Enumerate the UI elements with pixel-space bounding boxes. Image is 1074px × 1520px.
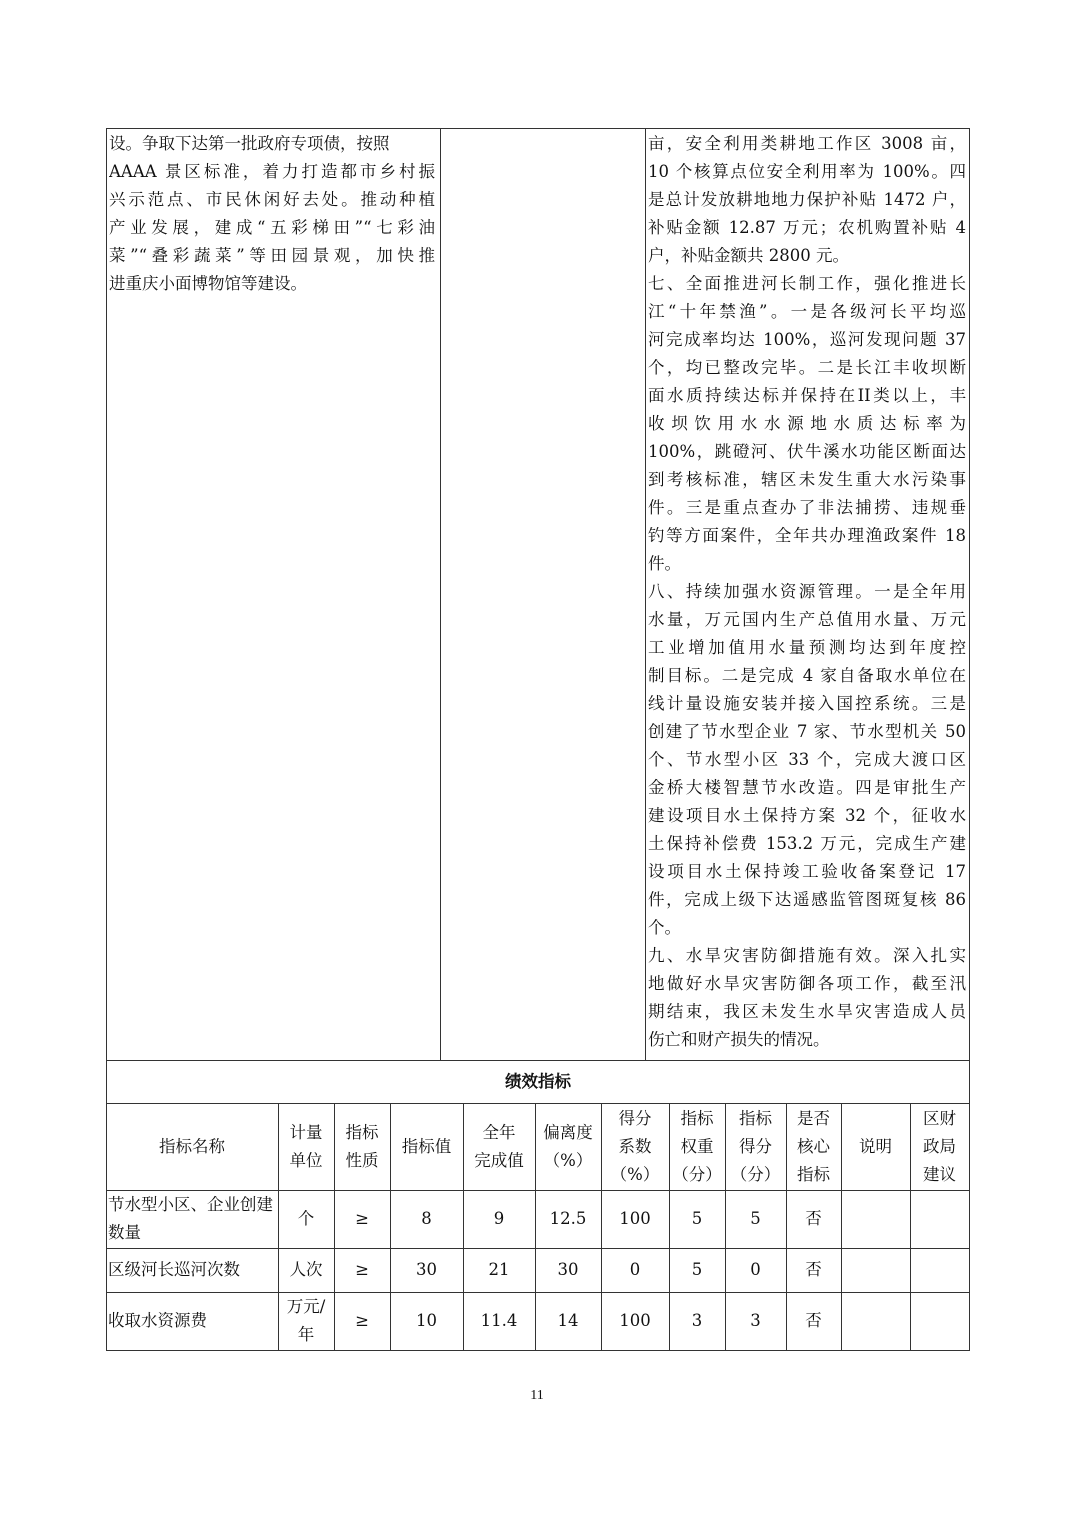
text-line: 制目标。二是完成 4 家自备取水单位在	[648, 666, 966, 685]
table-cell: 8	[421, 1209, 432, 1228]
table-cell: 0	[629, 1260, 641, 1279]
table-cell: 100	[619, 1311, 651, 1330]
divider	[440, 128, 441, 1061]
text-line: 件。	[648, 554, 681, 573]
table-cell	[910, 1248, 969, 1292]
indicator-name: 区级河长巡河次数	[108, 1260, 240, 1279]
table-cell: 21	[488, 1260, 510, 1279]
text-line: 个，均已整改完毕。二是长江丰收坝断	[648, 358, 966, 377]
column-header: 得分 系数 （%）	[610, 1108, 660, 1184]
text-line: 产业发展，建成“五彩梯田”“七彩油	[109, 218, 435, 237]
text-line: 设项目水土保持竣工验收备案登记 17	[648, 862, 966, 881]
narrative-left-column	[109, 130, 435, 298]
text-line: 九、水旱灾害防御措施有效。深入扎实	[648, 946, 966, 965]
text-line: 100%，跳磴河、伏牛溪水功能区断面达	[648, 442, 966, 461]
divider	[106, 1350, 970, 1351]
text-line: 水量，万元国内生产总值用水量、万元	[648, 610, 966, 629]
column-header: 指标 得分 （分）	[730, 1108, 781, 1184]
column-header: 计量 单位	[289, 1122, 323, 1170]
table-cell: 12.5	[549, 1209, 587, 1228]
text-line: 收坝饮用水水源地水质达标率为	[648, 414, 966, 433]
table-cell: ≥	[355, 1260, 369, 1279]
column-header: 指标 权重 （分）	[672, 1108, 722, 1184]
text-line: 是总计发放耕地地力保护补贴 1472 户，	[648, 190, 966, 209]
text-line: 土保持补偿费 153.2 万元，完成生产建	[648, 834, 966, 853]
text-line: 钓等方面案件，全年共办理渔政案件 18	[648, 526, 966, 545]
text-line: AAAA 景区标准，着力打造都市乡村振	[109, 162, 435, 181]
text-line: 件。三是重点查办了非法捕捞、违规垂	[648, 498, 966, 517]
text-line: 八、持续加强水资源管理。一是全年用	[648, 582, 966, 601]
table-cell: 万元/ 年	[286, 1297, 326, 1344]
table-cell: 否	[805, 1311, 822, 1330]
table-cell: ≥	[355, 1311, 369, 1330]
table-cell: 10	[416, 1311, 437, 1330]
text-line: 期结束，我区未发生水旱灾害造成人员	[648, 1002, 966, 1021]
text-line: 金桥大楼智慧节水改造。四是审批生产	[648, 778, 966, 797]
text-line: 设。争取下达第一批政府专项债，按照	[109, 134, 390, 153]
column-header: 区财 政局 建议	[923, 1108, 956, 1184]
text-line: 面水质持续达标并保持在II类以上，丰	[648, 386, 966, 405]
table-cell: 30	[557, 1260, 579, 1279]
table-cell: 3	[750, 1311, 761, 1330]
indicator-name: 节水型小区、企业创建数量	[108, 1195, 273, 1242]
text-line: 线计量设施安装并接入国控系统。三是	[648, 694, 966, 713]
table-cell: ≥	[355, 1209, 369, 1228]
column-header: 全年 完成值	[474, 1122, 524, 1170]
table-cell	[841, 1190, 910, 1248]
text-line: 工业增加值用水量预测均达到年度控	[648, 638, 966, 657]
divider	[645, 128, 646, 1061]
text-line: 件，完成上级下达遥感监管图斑复核 86	[648, 890, 966, 909]
table-cell: 9	[493, 1209, 505, 1228]
column-header: 说明	[859, 1136, 892, 1156]
table-cell: 11.4	[480, 1311, 518, 1330]
table-cell: 5	[691, 1260, 703, 1279]
table-cell	[910, 1190, 969, 1248]
table-cell: 30	[416, 1260, 437, 1279]
text-line: 兴示范点、市民休闲好去处。推动种植	[109, 190, 435, 209]
table-cell: 14	[557, 1311, 579, 1330]
text-line: 个。	[648, 918, 681, 937]
table-cell: 0	[750, 1260, 761, 1279]
column-header: 指标名称	[159, 1136, 225, 1156]
column-header: 指标 性质	[345, 1122, 379, 1170]
indicators-title: 绩效指标	[505, 1071, 571, 1091]
text-line: 地做好水旱灾害防御各项工作，截至汛	[648, 974, 966, 993]
column-header: 指标值	[401, 1136, 452, 1156]
table-cell	[910, 1292, 969, 1350]
column-header: 是否 核心 指标	[797, 1108, 830, 1184]
table-cell: 否	[805, 1260, 822, 1279]
table-cell: 5	[750, 1209, 761, 1228]
text-line: 菜”“叠彩蔬菜”等田园景观，加快推	[109, 246, 435, 265]
table-cell: 100	[619, 1209, 651, 1228]
text-line: 七、全面推进河长制工作，强化推进长	[648, 274, 966, 293]
text-line: 亩，安全利用类耕地工作区 3008 亩，	[648, 134, 966, 153]
table-cell: 3	[691, 1311, 703, 1330]
text-line: 建设项目水土保持方案 32 个，征收水	[648, 806, 966, 825]
table-cell	[841, 1248, 910, 1292]
text-line: 江“十年禁渔”。一是各级河长平均巡	[648, 302, 966, 321]
table-cell: 否	[805, 1209, 822, 1228]
text-line: 进重庆小面博物馆等建设。	[109, 274, 307, 293]
text-line: 到考核标准，辖区未发生重大水污染事	[648, 470, 966, 489]
table-cell: 个	[297, 1209, 315, 1228]
text-line: 个、节水型小区 33 个，完成大渡口区	[648, 750, 966, 769]
text-line: 户，补贴金额共 2800 元。	[648, 246, 849, 265]
text-line: 补贴金额 12.87 万元；农机购置补贴 4	[648, 218, 966, 237]
table-cell	[841, 1292, 910, 1350]
text-line: 河完成率均达 100%，巡河发现问题 37	[648, 330, 966, 349]
narrative-right-column	[648, 130, 966, 1054]
text-line: 创建了节水型企业 7 家、节水型机关 50	[648, 722, 966, 741]
table-cell: 人次	[289, 1260, 323, 1279]
page-number: 11	[530, 1388, 544, 1403]
table-cell: 5	[691, 1209, 703, 1228]
indicator-name: 收取水资源费	[108, 1311, 207, 1330]
column-header: 偏离度 （%）	[543, 1122, 593, 1170]
text-line: 伤亡和财产损失的情况。	[648, 1030, 830, 1049]
text-line: 10 个核算点位安全利用率为 100%。四	[648, 162, 966, 181]
